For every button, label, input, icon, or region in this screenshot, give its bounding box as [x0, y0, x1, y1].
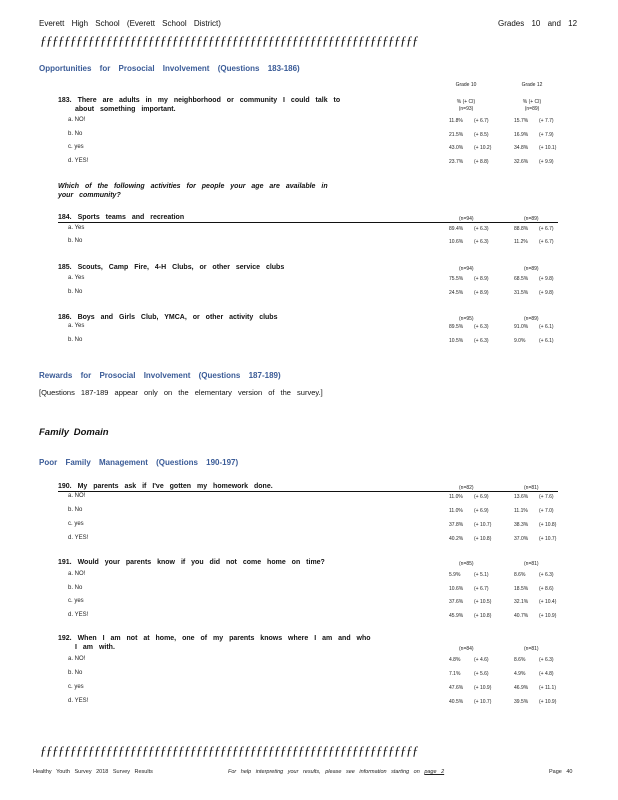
grade12-ci: (+ 10.1): [539, 145, 557, 151]
domain-title-family: Family Domain: [39, 427, 109, 438]
grade10-ci: (+ 4.6): [474, 657, 489, 663]
grade12-percent: 18.5%: [514, 585, 529, 592]
intro-line1: Which of the following activities for people your age are available in: [58, 183, 328, 190]
grade10-ci: (+ 8.9): [474, 276, 489, 282]
grade12-ci: (+ 4.8): [539, 671, 554, 677]
grade12-percent: 37.0%: [514, 536, 529, 542]
option-label: d. YES!: [68, 611, 89, 618]
grade10-ci: (+ 6.3): [474, 239, 489, 245]
grade12-subheader: [512, 99, 552, 113]
section-note: [Questions 187-189 appear only on the elementary version of the survey.]: [39, 388, 323, 397]
grade12-ci: (+ 9.8): [539, 276, 554, 282]
option-label: a. NO!: [68, 493, 86, 499]
grade10-percent: 89.5%: [449, 324, 464, 330]
option-label: b. No: [68, 288, 83, 295]
grade12-percent: 39.5%: [514, 699, 529, 705]
n-count-grade12: (n=81): [524, 561, 539, 567]
grade12-percent: 40.7%: [514, 612, 529, 619]
grade10-percent: 24.5%: [449, 289, 464, 296]
option-label: a. Yes: [68, 323, 85, 329]
grade12-percent: 68.5%: [514, 276, 529, 282]
grade10-ci: (+ 10.9): [474, 685, 492, 691]
option-label: b. No: [68, 584, 83, 591]
grade12-ci: (+ 7.9): [539, 131, 554, 138]
n-count: (n=93): [458, 106, 474, 112]
grade10-ci: (+ 10.8): [474, 612, 492, 619]
footer-help-text: For help interpreting your results, please see information starting on: [228, 769, 420, 775]
option-label: d. YES!: [68, 157, 89, 164]
grade10-ci: (+ 5.6): [474, 671, 489, 677]
grade10-ci: (+ 8.5): [474, 131, 489, 138]
grade10-percent: 47.6%: [449, 685, 464, 691]
grade12-ci: (+ 7.7): [539, 118, 554, 124]
page-link[interactable]: page 2: [424, 769, 445, 775]
decorative-rule-bottom: ƒƒƒƒƒƒƒƒƒƒƒƒƒƒƒƒƒƒƒƒƒƒƒƒƒƒƒƒƒƒƒƒƒƒƒƒƒƒƒƒƒƒƒƒƒƒƒƒƒƒƒƒƒƒƒƒƒƒƒƒƒƒƒ: [40, 743, 418, 758]
question-text-line1: 183. There are adults in my neighborhood or community I could talk to: [58, 97, 341, 104]
grade10-percent: 5.9%: [449, 572, 461, 578]
grade12-percent: 31.5%: [514, 289, 529, 296]
question-185: 185. Scouts, Camp Fire, 4-H Clubs, or other service clubs: [58, 264, 285, 271]
option-label: a. Yes: [68, 225, 85, 231]
grade12-ci: (+ 10.4): [539, 599, 557, 605]
section-title-rewards: Rewards for Prosocial Involvement (Questions 187-189): [39, 371, 281, 380]
grade10-percent: 40.5%: [449, 699, 464, 705]
option-label: a. NO!: [68, 117, 86, 123]
grade12-ci: (+ 7.6): [539, 494, 554, 500]
grade10-ci: (+ 10.2): [474, 145, 492, 151]
option-label: c. yes: [68, 144, 84, 150]
grade12-percent: 91.0%: [514, 324, 529, 330]
intro-line2: your community?: [58, 191, 121, 199]
question-191: 191. Would your parents know if you did not come home on time?: [58, 559, 325, 566]
grades-label: Grades 10 and 12: [498, 19, 578, 28]
grade10-percent: 10.5%: [449, 337, 464, 344]
grade12-percent: 16.9%: [514, 131, 529, 138]
decorative-rule-top: ƒƒƒƒƒƒƒƒƒƒƒƒƒƒƒƒƒƒƒƒƒƒƒƒƒƒƒƒƒƒƒƒƒƒƒƒƒƒƒƒƒƒƒƒƒƒƒƒƒƒƒƒƒƒƒƒƒƒƒƒƒƒƒ: [40, 33, 418, 48]
grade10-percent: 7.1%: [449, 671, 461, 677]
n-count-grade10: (n=94): [459, 266, 474, 272]
grade10-percent: 89.4%: [449, 226, 464, 232]
pct-ci-label: % (+ CI): [522, 99, 542, 105]
n-count-grade10: (n=85): [459, 561, 474, 567]
grade10-ci: (+ 5.1): [474, 572, 489, 578]
school-name: Everett High School (Everett School District): [39, 19, 221, 28]
n-count-grade10: (n=95): [459, 316, 474, 322]
grade12-label: Grade 12: [521, 82, 543, 88]
section-title-opportunities: Opportunities for Prosocial Involvement (Questions 183-186): [39, 64, 300, 73]
grade12-percent: 15.7%: [514, 118, 529, 124]
n-count-grade10: (n=94): [459, 216, 474, 222]
question-divider: [58, 222, 558, 223]
n-count-grade10: (n=82): [459, 485, 474, 491]
grade10-ci: (+ 10.7): [474, 699, 492, 705]
grade12-ci: (+ 6.1): [539, 324, 554, 330]
n-count-grade12: (n=81): [524, 485, 539, 491]
grade12-ci: (+ 10.9): [539, 612, 557, 619]
question-183: [58, 97, 340, 114]
grade12-percent: 9.0%: [514, 337, 526, 344]
grade10-ci: (+ 6.3): [474, 324, 489, 330]
grade10-ci: (+ 6.7): [474, 585, 489, 592]
grade10-percent: 11.0%: [449, 508, 463, 514]
option-label: b. No: [68, 238, 83, 244]
grade10-percent: 11.0%: [449, 494, 463, 500]
grade12-ci: (+ 6.7): [539, 226, 554, 232]
option-label: c. yes: [68, 521, 84, 527]
option-label: d. YES!: [68, 535, 89, 541]
grade10-ci: (+ 10.7): [474, 522, 492, 528]
grade12-percent: 46.9%: [514, 685, 529, 691]
grade10-percent: 10.6%: [449, 585, 464, 592]
grade10-ci: (+ 6.9): [474, 494, 489, 500]
grade10-ci: (+ 6.7): [474, 118, 489, 124]
question-190: 190. My parents ask if I've gotten my homework done.: [58, 483, 273, 490]
grade12-percent: 11.2%: [514, 239, 528, 245]
question-text-line2: I am with.: [75, 643, 115, 651]
option-label: b. No: [68, 130, 83, 137]
grade12-percent: 8.6%: [514, 572, 526, 578]
grade10-percent: 4.8%: [449, 657, 461, 663]
n-count-grade12: (n=89): [524, 266, 539, 272]
grade12-ci: (+ 8.6): [539, 585, 554, 592]
grade12-ci: (+ 6.1): [539, 337, 554, 344]
grade12-ci: (+ 6.7): [539, 239, 554, 245]
n-count-grade12: (n=89): [524, 216, 539, 222]
n-count-grade12: (n=81): [524, 646, 539, 652]
grade12-ci: (+ 6.3): [539, 572, 554, 578]
option-label: a. NO!: [68, 571, 86, 577]
n-count-grade10: (n=84): [459, 646, 474, 652]
activities-intro: [58, 183, 328, 200]
grade12-ci: (+ 10.7): [539, 536, 557, 542]
n-count: (n=89): [524, 106, 540, 112]
grade12-ci: (+ 6.3): [539, 657, 554, 663]
grade12-ci: (+ 10.8): [539, 522, 557, 528]
grade10-percent: 10.6%: [449, 239, 464, 245]
grade10-percent: 11.8%: [449, 118, 463, 124]
grade10-ci: (+ 10.5): [474, 599, 492, 605]
question-186: 186. Boys and Girls Club, YMCA, or other activity clubs: [58, 314, 278, 321]
option-label: a. Yes: [68, 275, 85, 281]
pct-ci-label: % (+ CI): [456, 99, 476, 105]
option-label: d. YES!: [68, 698, 89, 704]
grade12-percent: 32.6%: [514, 158, 529, 165]
grade10-ci: (+ 6.3): [474, 337, 489, 344]
footer-left: Healthy Youth Survey 2018 Survey Results: [33, 769, 153, 775]
grade12-percent: 11.1%: [514, 508, 528, 514]
question-text-line2: about something important.: [75, 105, 176, 113]
page-number: Page 40: [549, 769, 573, 775]
question-184: 184. Sports teams and recreation: [58, 214, 185, 221]
question-divider: [58, 491, 558, 492]
section-title-poor-family-management: Poor Family Management (Questions 190-197): [39, 458, 239, 467]
grade12-percent: 34.8%: [514, 145, 529, 151]
column-header-grade12: [512, 82, 552, 89]
grade10-percent: 75.5%: [449, 276, 464, 282]
grade10-subheader: [446, 99, 486, 113]
grade12-ci: (+ 7.0): [539, 508, 554, 514]
grade10-ci: (+ 8.8): [474, 158, 489, 165]
grade12-ci: (+ 11.1): [539, 685, 556, 691]
grade10-percent: 21.5%: [449, 131, 464, 138]
grade10-percent: 37.8%: [449, 522, 464, 528]
grade10-ci: (+ 6.9): [474, 508, 489, 514]
column-header-grade10: [446, 82, 486, 89]
grade10-percent: 23.7%: [449, 158, 464, 165]
grade12-percent: 13.6%: [514, 494, 529, 500]
grade12-ci: (+ 10.9): [539, 699, 557, 705]
grade12-ci: (+ 9.8): [539, 289, 554, 296]
option-label: b. No: [68, 507, 83, 513]
grade10-label: Grade 10: [455, 82, 477, 88]
grade12-ci: (+ 9.9): [539, 158, 554, 165]
grade10-percent: 43.0%: [449, 145, 464, 151]
option-label: c. yes: [68, 598, 84, 604]
grade12-percent: 8.6%: [514, 657, 526, 663]
grade10-ci: (+ 10.8): [474, 536, 492, 542]
grade10-ci: (+ 8.9): [474, 289, 489, 296]
grade10-ci: (+ 6.3): [474, 226, 489, 232]
grade12-percent: 32.1%: [514, 599, 529, 605]
grade12-percent: 88.8%: [514, 226, 529, 232]
grade10-percent: 37.6%: [449, 599, 464, 605]
option-label: c. yes: [68, 684, 84, 690]
grade10-percent: 40.2%: [449, 536, 464, 542]
n-count-grade12: (n=89): [524, 316, 539, 322]
option-label: b. No: [68, 670, 83, 676]
option-label: a. NO!: [68, 656, 86, 662]
option-label: b. No: [68, 336, 83, 343]
footer-help: [228, 769, 444, 775]
question-192: [58, 635, 371, 652]
question-text-line1: 192. When I am not at home, one of my parents knows where I am and who: [58, 635, 371, 642]
grade12-percent: 38.3%: [514, 522, 529, 528]
grade12-percent: 4.9%: [514, 671, 526, 677]
grade10-percent: 45.9%: [449, 612, 464, 619]
